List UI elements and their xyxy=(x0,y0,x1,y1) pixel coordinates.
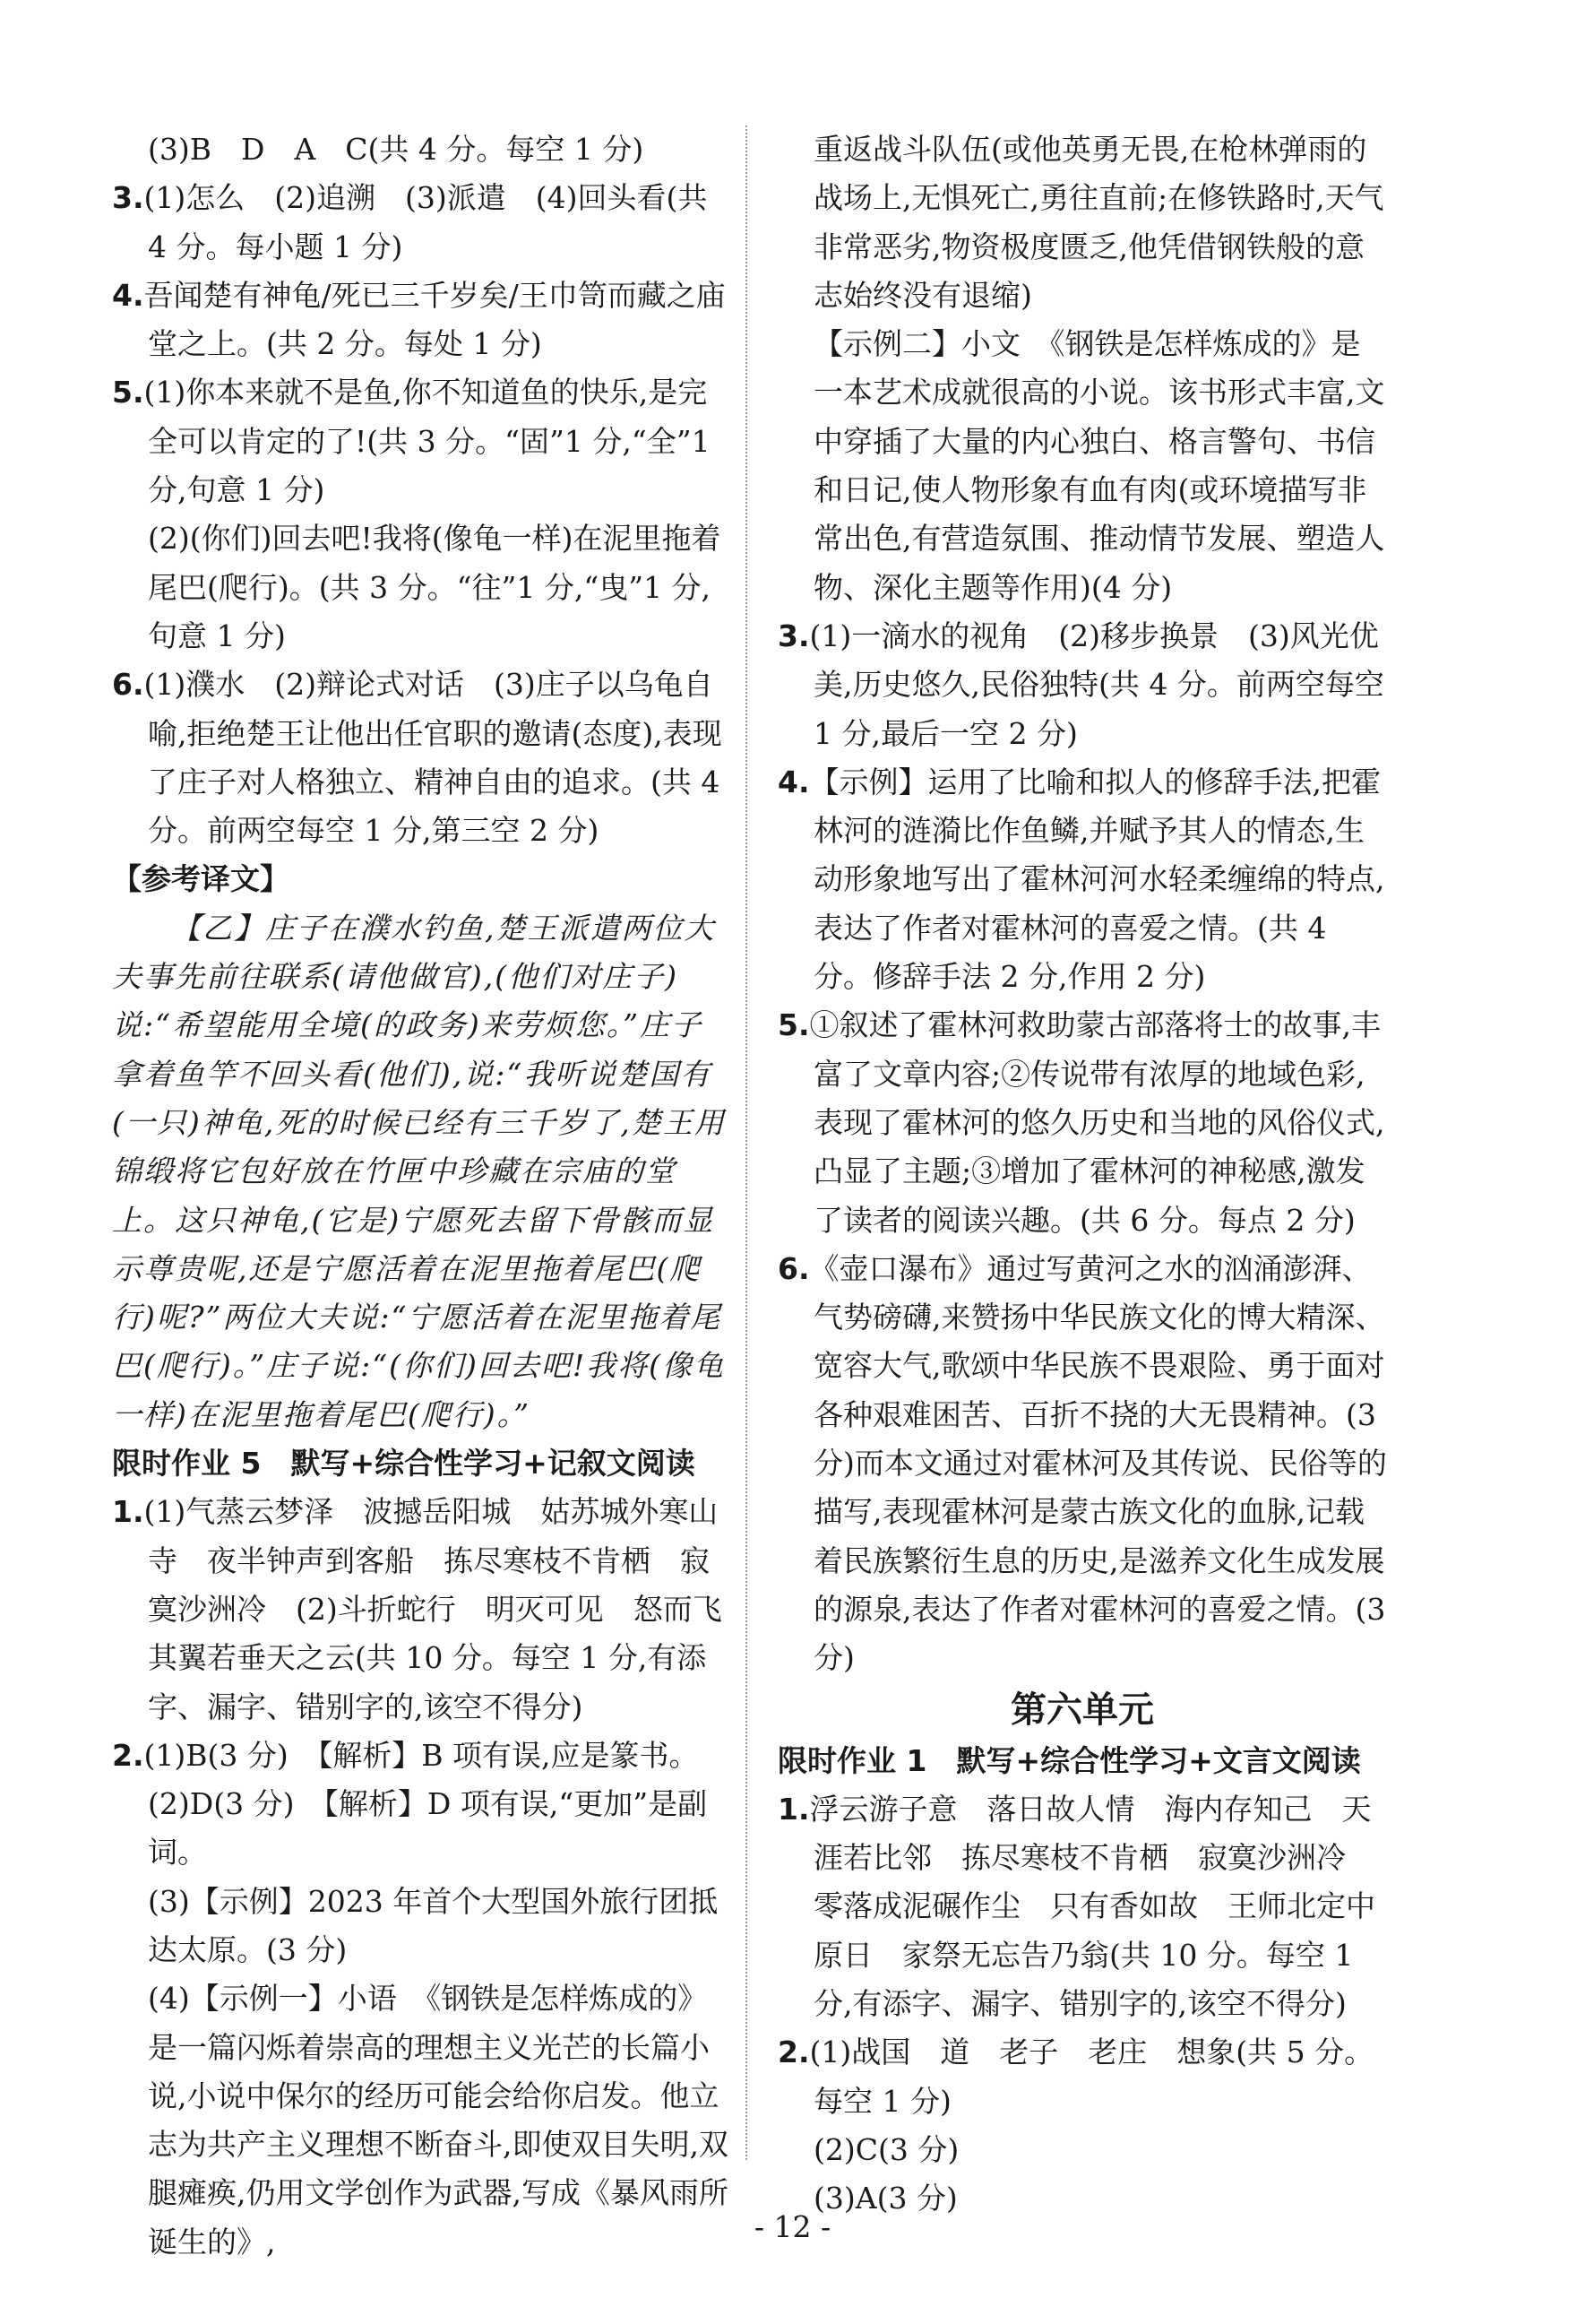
sub-answer: 【示例二】小文 《钢铁是怎样炼成的》是一本艺术成就很高的小说。该书形式丰富,文中穿插了大量的内心独白、格言警句、书信和日记,使人物形象有血有肉(或环境描写非常出色,有营造氛围、推动情节发展、塑造人物、深化主题等作用)(4 分) xyxy=(814,326,1385,605)
unit-title: 第六单元 xyxy=(1011,1689,1154,1731)
left-column xyxy=(112,125,752,2267)
sub-answer: (2)C(3 分) xyxy=(814,2131,960,2167)
sub-answer: (3)【示例】2023 年首个大型国外旅行团抵达太原。(3 分) xyxy=(148,1883,719,1967)
sub-answer: (3)A(3 分) xyxy=(814,2181,958,2216)
answer-text: 浮云游子意 落日故人情 海内存知己 天涯若比邻 拣尽寒枝不肯栖 寂寞沙洲冷 零落成泥碾作尘 只有香如故 王师北定中原日 家祭无忘告乃翁(共 10 分。每空 1 分,有添字、漏字、错别字的,该空不得分) xyxy=(809,1791,1375,2021)
question-number: 4. xyxy=(778,764,810,799)
question-item xyxy=(778,1245,1395,1683)
question-number: 3. xyxy=(778,618,810,653)
question-number: 2. xyxy=(112,1737,144,1773)
question-number: 6. xyxy=(778,1250,810,1286)
answer-text: (1)气蒸云梦泽 波撼岳阳城 姑苏城外寒山寺 夜半钟声到客船 拣尽寒枝不肯栖 寂寞沙洲冷 (2)斗折蛇行 明灭可见 怒而飞 其翼若垂天之云(共 10 分。每空 1 分,有添字、漏字、错别字的,该空不得分) xyxy=(143,1494,752,1724)
question-item xyxy=(112,174,730,272)
page-number: - 12 - xyxy=(754,2209,831,2244)
question-number: 4. xyxy=(112,277,144,313)
sub-answer: (2)(你们)回去吧!我将(像龟一样)在泥里拖着尾巴(爬行)。(共 3 分。“往”1 分,“曳”1 分,句意 1 分) xyxy=(148,521,721,653)
question-item xyxy=(112,661,730,855)
sub-answer: 重返战斗队伍(或他英勇无畏,在枪林弹雨的战场上,无惧死亡,勇往直前;在修铁路时,天气非常恶劣,物资极度匮乏,他凭借钢铁般的意志始终没有退缩) xyxy=(814,132,1384,313)
section-heading: 限时作业 1 默写+综合性学习+文言文阅读 xyxy=(778,1742,1361,1778)
answer-text: (1)濮水 (2)辩论式对话 (3)庄子以乌龟自喻,拒绝楚王让他出任官职的邀请(态度),表现了庄子对人格独立、精神自由的追求。(共 4 分。前两空每空 1 分,第三空 2 分) xyxy=(143,667,729,849)
answer-text: (1)你本来就不是鱼,你不知道鱼的快乐,是完全可以肯定的了!(共 3 分。“固”1 分,“全”1 分,句意 1 分) xyxy=(143,375,720,508)
column-divider xyxy=(745,125,747,2160)
answer-text: (1)一滴水的视角 (2)移步换景 (3)风光优美,历史悠久,民俗独特(共 4 分。前两空每空 1 分,最后一空 2 分) xyxy=(809,618,1394,751)
question-number: 1. xyxy=(112,1494,144,1530)
question-item xyxy=(112,272,730,369)
answer-text: (1)B(3 分) 【解析】B 项有误,应是篆书。 xyxy=(143,1737,699,1773)
right-column xyxy=(778,125,1395,2223)
answer-text: (1)怎么 (2)追溯 (3)派遣 (4)回头看(共 4 分。每小题 1 分) xyxy=(143,180,717,264)
question-number: 5. xyxy=(112,375,144,410)
question-item xyxy=(112,1732,730,1780)
answer-text: 【示例】运用了比喻和拟人的修辞手法,把霍林河的涟漪比作鱼鳞,并赋予其人的情态,生动形象地写出了霍林河河水轻柔缠绵的特点,表达了作者对霍林河的喜爱之情。(共 4 分。修辞手法 2 分,作用 2 分) xyxy=(809,764,1385,995)
answer-text: 吾闻楚有神龟/死已三千岁矣/王巾笥而藏之庙堂之上。(共 2 分。每处 1 分) xyxy=(143,277,726,362)
translation-paragraph: 【乙】庄子在濮水钓鱼,楚王派遣两位大夫事先前往联系(请他做官),(他们对庄子)说:“希望能用全境(的政务)来劳烦您。”庄子拿着鱼竿不回头看(他们),说:“我听说楚国有(一只)神龟,死的时候已经有三千岁了,楚王用锦缎将它包好放在竹匣中珍藏在宗庙的堂上。这只神龟,(它是)宁愿死去留下骨骸而显示尊贵呢,还是宁愿活着在泥里拖着尾巴(爬行)呢?”两位大夫说:“宁愿活着在泥里拖着尾巴(爬行)。”庄子说:“(你们)回去吧!我将(像龟一样)在泥里拖着尾巴(爬行)。” xyxy=(112,910,726,1432)
sub-answer: (4)【示例一】小语 《钢铁是怎样炼成的》是一篇闪烁着崇高的理想主义光芒的长篇小说,小说中保尔的经历可能会给你启发。他立志为共产主义理想不断奋斗,即使双目失明,双腿瘫痪,仍用文学创作为武器,写成《暴风雨所诞生的》, xyxy=(148,1981,728,2259)
question-item xyxy=(112,368,730,514)
answer-text: ①叙述了霍林河救助蒙古部落将士的故事,丰富了文章内容;②传说带有浓厚的地域色彩,表现了霍林河的悠久历史和当地的风俗仪式,凸显了主题;③增加了霍林河的神秘感,激发了读者的阅读兴趣。(共 6 分。每点 2 分) xyxy=(809,1007,1385,1238)
question-number: 1. xyxy=(778,1791,810,1827)
question-item xyxy=(778,2028,1387,2126)
sub-answer: (3)B D A C(共 4 分。每空 1 分) xyxy=(148,132,644,167)
question-number: 5. xyxy=(778,1007,810,1043)
question-item xyxy=(778,1785,1387,2028)
question-item xyxy=(778,758,1387,1001)
question-item xyxy=(112,1488,752,1731)
question-item xyxy=(778,1001,1387,1244)
answer-text: (1)战国 道 老子 老庄 想象(共 5 分。每空 1 分) xyxy=(809,2035,1374,2119)
question-number: 3. xyxy=(112,180,144,216)
reference-heading: 【参考译文】 xyxy=(112,861,289,897)
question-number: 2. xyxy=(778,2035,810,2070)
question-item xyxy=(778,612,1394,758)
question-number: 6. xyxy=(112,667,144,703)
sub-answer: (2)D(3 分) 【解析】D 项有误,“更加”是副词。 xyxy=(148,1786,708,1870)
section-heading: 限时作业 5 默写+综合性学习+记叙文阅读 xyxy=(112,1446,695,1482)
answer-text: 《壶口瀑布》通过写黄河之水的汹涌澎湃、气势磅礴,来赞扬中华民族文化的博大精深、宽容大气,歌颂中华民族不畏艰险、勇于面对各种艰难困苦、百折不挠的大无畏精神。(3 分)而本文通过对霍林河及其传说、民俗等的描写,表现霍林河是蒙古族文化的血脉,记载着民族繁衍生息的历史,是滋养文化生成发展的源泉,表达了作者对霍林河的喜爱之情。(3 分) xyxy=(809,1250,1395,1676)
